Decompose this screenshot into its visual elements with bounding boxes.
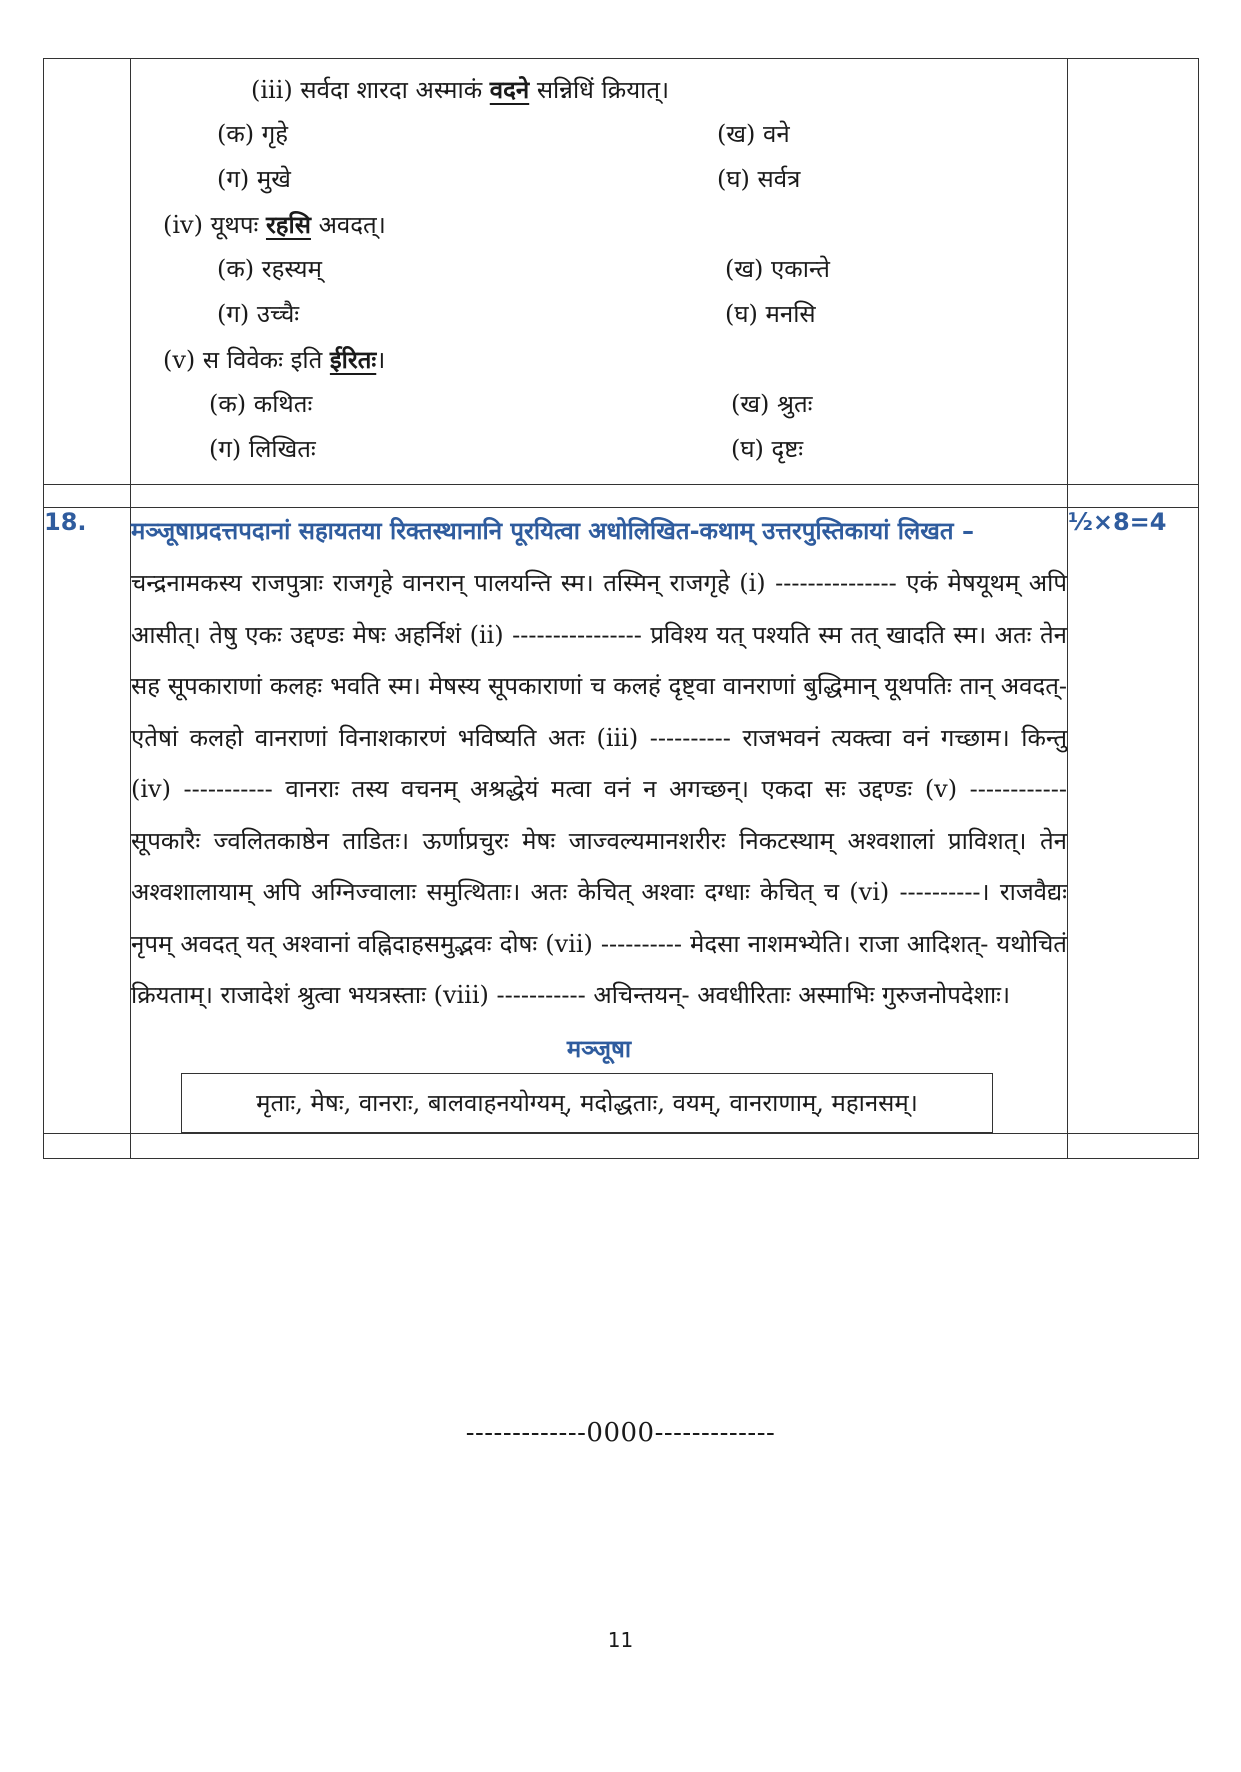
question-18-row — [44, 508, 1199, 1134]
option-iv-ka: (क) रहस्यम् — [217, 255, 322, 283]
question-v-options-row-1 — [131, 382, 1067, 427]
question-iv-suffix: अवदत्। — [310, 211, 386, 239]
manjusha-title: मञ्जूषा — [566, 1034, 632, 1063]
question-18-body — [131, 508, 1068, 1134]
question-number: 18. — [44, 508, 131, 1134]
question-table — [43, 58, 1199, 1159]
end-of-paper-mark: -------------0000------------- — [465, 1418, 776, 1448]
option-v-gha: (घ) दृष्टः — [731, 435, 804, 463]
option-v-ka: (क) कथितः — [209, 390, 313, 418]
question-iv-options-row-1 — [131, 247, 1067, 292]
option-iv-gha: (घ) मनसि — [725, 300, 816, 328]
spacer-cell — [44, 485, 131, 508]
bottom-cell — [44, 1133, 131, 1158]
question-iv-target-word: रहसि — [265, 210, 311, 239]
option-iv-ga: (ग) उच्चैः — [217, 300, 300, 328]
question-iii-prefix: (iii) सर्वदा शारदा अस्माकं — [251, 76, 490, 104]
bottom-cell — [131, 1133, 1068, 1158]
question-iii-suffix: सन्निधिं क्रियात्। — [529, 76, 670, 104]
question-17-continued-row — [44, 59, 1199, 485]
question-18-instruction: मञ्जूषाप्रदत्तपदानां सहायतया रिक्तस्थानानि पूरयित्वा अधोलिखित-कथाम् उत्तरपुस्तिकायां लिखत – — [131, 517, 974, 545]
question-v-suffix: । — [376, 346, 386, 374]
marks-cell — [1068, 59, 1199, 485]
question-v-options-row-2 — [131, 427, 1067, 472]
question-iii-target-word: वदने — [489, 75, 530, 104]
option-iii-ga: (ग) मुखे — [217, 165, 291, 193]
option-iii-gha: (घ) सर्वत्र — [717, 165, 801, 193]
question-iii-options-row-1 — [131, 112, 1067, 157]
option-iii-ka: (क) गृहे — [217, 120, 289, 148]
option-v-kha: (ख) श्रुतः — [731, 390, 813, 418]
question-iv-stem — [131, 202, 1067, 247]
question-iii-stem — [131, 67, 1067, 112]
option-v-ga: (ग) लिखितः — [209, 435, 316, 463]
spacer-cell — [131, 485, 1068, 508]
question-iv-options-row-2 — [131, 292, 1067, 337]
option-iv-kha: (ख) एकान्ते — [725, 255, 830, 283]
bottom-cell — [1068, 1133, 1199, 1158]
spacer-row — [44, 485, 1199, 508]
question-v-target-word: ईरितः — [329, 345, 377, 374]
question-18-marks: ½×8=4 — [1068, 508, 1199, 1134]
question-iii-options-row-2 — [131, 157, 1067, 202]
option-iii-kha: (ख) वने — [717, 120, 790, 148]
question-v-stem — [131, 337, 1067, 382]
question-iv-prefix: (iv) यूथपः — [163, 211, 266, 239]
manjusha-word-box: मृताः, मेषः, वानराः, बालवाहनयोग्यम्, मदोद्धताः, वयम्, वानराणाम्, महानसम्। — [181, 1073, 993, 1133]
question-18-passage: चन्द्रनामकस्य राजपुत्राः राजगृहे वानरान् पालयन्ति स्म। तस्मिन् राजगृहे (i) --------------- एकं मेषयूथम् अपि आसीत्। तेषु एकः उद्दण्डः मेषः अहर्निशं (ii) ---------------- प्रविश्य यत् पश्यति स्म तत् खादति स्म। अतः तेन सह सूपकाराणां कलहः भवति स्म। मेषस्य सूपकाराणां च कलहं दृष्ट्वा वानराणां बुद्धिमान् यूथपतिः तान् अवदत्- एतेषां कलहो वानराणां विनाशकारणं भविष्यति अतः (iii) ---------- राजभवनं त्यक्त्वा वनं गच्छाम। किन्तु (iv) ----------- वानराः तस्य वचनम् अश्रद्धेयं मत्वा वनं न अगच्छन्। एकदा सः उद्दण्डः (v) ------------ सूपकारैः ज्वलितकाष्ठेन ताडितः। ऊर्णाप्रचुरः मेषः जाज्वल्यमानशरीरः निकटस्थाम् अश्वशालां प्राविशत्। तेन अश्वशालायाम् अपि अग्निज्वालाः समुत्थिताः। अतः केचित् अश्वाः दग्धाः केचित् च (vi) ----------। राजवैद्यः नृपम् अवदत् यत् अश्वानां वह्निदाहसमुद्भवः दोषः (vii) ---------- मेदसा नाशमभ्येति। राजा आदिशत्- यथोचितं क्रियताम्। राजादेशं श्रुत्वा भयत्रस्ताः (viii) ----------- अचिन्तयन्- अवधीरिताः अस्माभिः गुरुजनोपदेशाः। — [131, 569, 1067, 1009]
question-v-prefix: (v) स विवेकः इति — [163, 346, 330, 374]
question-number-cell — [44, 59, 131, 485]
bottom-row — [44, 1133, 1199, 1158]
page-number: 11 — [607, 1628, 634, 1652]
spacer-cell — [1068, 485, 1199, 508]
question-17-continued-body — [131, 59, 1068, 485]
